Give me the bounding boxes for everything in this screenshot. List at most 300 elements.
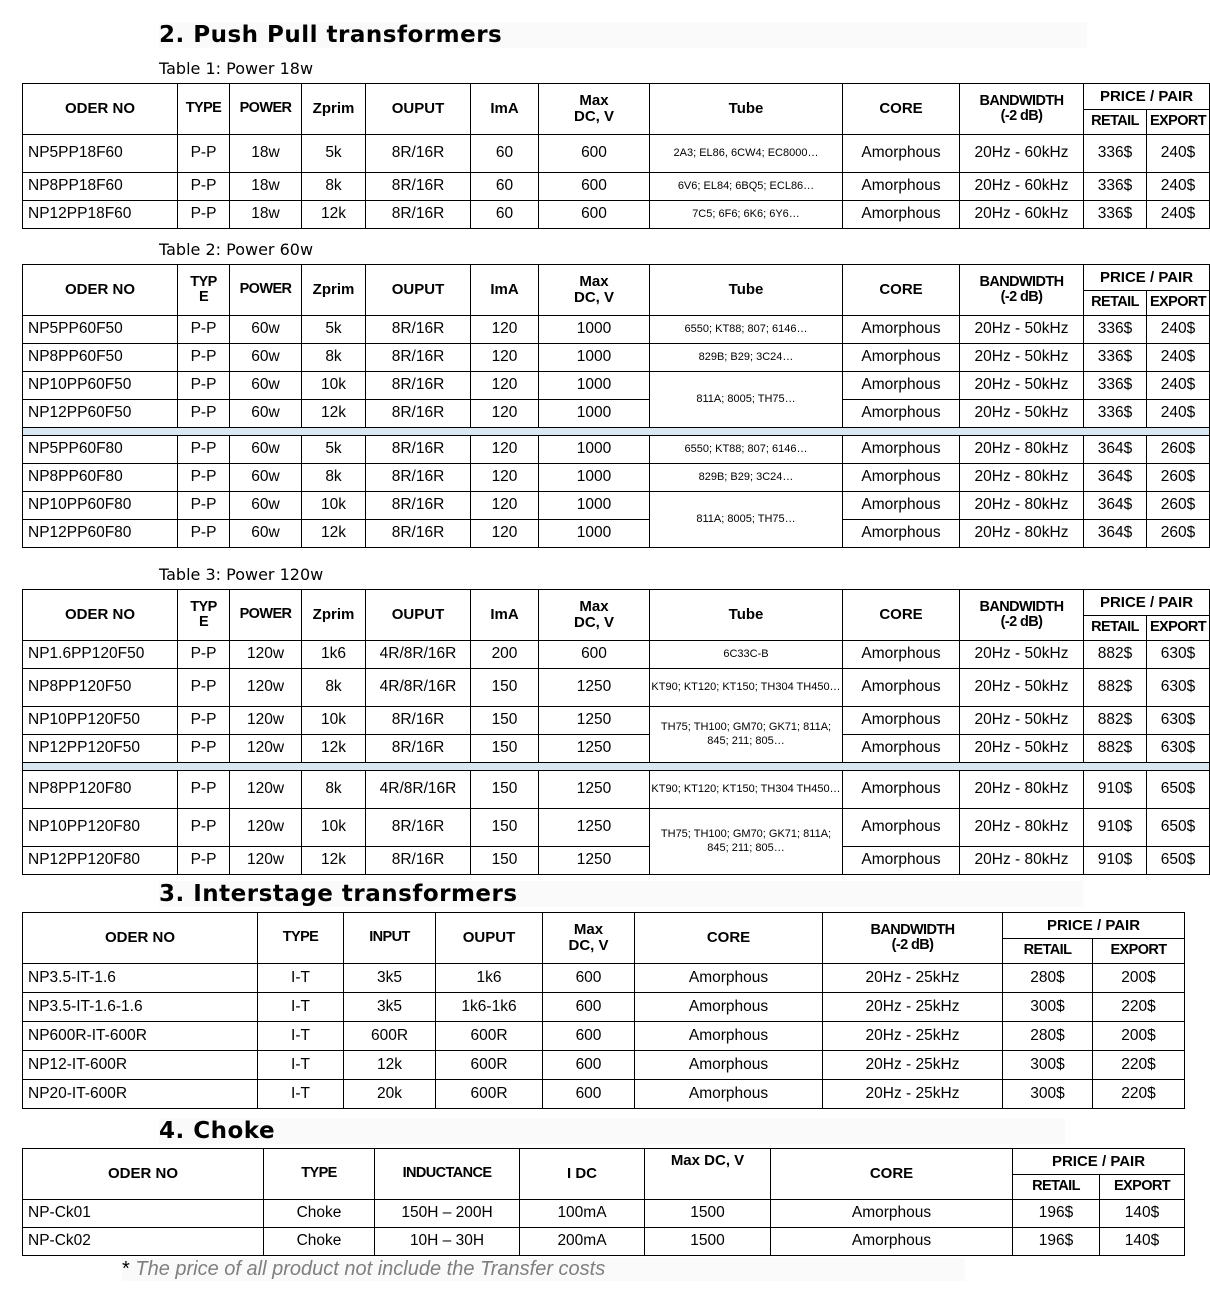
cell-tube: 6V6; EL84; 6BQ5; ECL86… bbox=[650, 173, 843, 201]
cell-type: P-P bbox=[178, 669, 230, 707]
cell-max-dc: 1500 bbox=[645, 1228, 771, 1256]
cell-order-no: NP-Ck02 bbox=[23, 1228, 264, 1256]
table-caption-2: Table 2: Power 60w bbox=[159, 240, 314, 259]
cell-core: Amorphous bbox=[843, 436, 960, 464]
cell-core: Amorphous bbox=[843, 173, 960, 201]
cell-order-no: NP20-IT-600R bbox=[23, 1080, 258, 1109]
col-header-retail: RETAIL bbox=[1084, 291, 1147, 316]
cell-price-retail: 910$ bbox=[1084, 847, 1147, 875]
col-header-order: ODER NO bbox=[23, 84, 178, 135]
cell-order-no: NP8PP120F80 bbox=[23, 771, 178, 809]
col-header-idc: I DC bbox=[520, 1149, 645, 1200]
col-header-power: POWER bbox=[230, 590, 302, 641]
cell-zprim: 10k bbox=[302, 707, 366, 735]
cell-max-dc: 1250 bbox=[539, 771, 650, 809]
cell-bandwidth: 20Hz - 25kHz bbox=[823, 1080, 1003, 1109]
col-header-type: TYPE bbox=[258, 913, 344, 964]
cell-output: 8R/16R bbox=[366, 316, 471, 344]
cell-tube: 811A; 8005; TH75… bbox=[650, 372, 843, 428]
cell-ima: 120 bbox=[471, 436, 539, 464]
col-header-price: PRICE / PAIR bbox=[1084, 590, 1210, 616]
cell-output: 8R/16R bbox=[366, 372, 471, 400]
interstage-table bbox=[22, 912, 1185, 1109]
table-caption-3: Table 3: Power 120w bbox=[159, 565, 324, 584]
cell-ima: 120 bbox=[471, 400, 539, 428]
cell-core: Amorphous bbox=[635, 1051, 823, 1080]
cell-power: 120w bbox=[230, 641, 302, 669]
cell-bandwidth: 20Hz - 25kHz bbox=[823, 964, 1003, 993]
cell-price-retail: 300$ bbox=[1003, 1080, 1093, 1109]
cell-core: Amorphous bbox=[843, 707, 960, 735]
cell-zprim: 8k bbox=[302, 344, 366, 372]
cell-price-retail: 336$ bbox=[1084, 316, 1147, 344]
cell-price-export: 240$ bbox=[1147, 201, 1210, 229]
col-header-price: PRICE / PAIR bbox=[1003, 913, 1185, 939]
cell-max-dc: 1250 bbox=[539, 669, 650, 707]
cell-output: 8R/16R bbox=[366, 735, 471, 763]
cell-output: 8R/16R bbox=[366, 464, 471, 492]
cell-price-export: 240$ bbox=[1147, 400, 1210, 428]
cell-price-export: 630$ bbox=[1147, 669, 1210, 707]
col-header-ima: ImA bbox=[471, 590, 539, 641]
power-18w-table bbox=[22, 83, 1210, 229]
table-row bbox=[23, 1080, 1185, 1109]
cell-bandwidth: 20Hz - 25kHz bbox=[823, 993, 1003, 1022]
cell-tube: 811A; 8005; TH75… bbox=[650, 492, 843, 548]
cell-order-no: NP10PP120F50 bbox=[23, 707, 178, 735]
cell-ima: 60 bbox=[471, 173, 539, 201]
cell-core: Amorphous bbox=[843, 520, 960, 548]
cell-power: 60w bbox=[230, 372, 302, 400]
cell-price-export: 140$ bbox=[1100, 1228, 1185, 1256]
cell-type: I-T bbox=[258, 993, 344, 1022]
cell-price-export: 240$ bbox=[1147, 316, 1210, 344]
cell-price-retail: 882$ bbox=[1084, 707, 1147, 735]
col-header-bandwidth: BANDWIDTH (-2 dB) bbox=[960, 84, 1084, 135]
col-header-order: ODER NO bbox=[23, 913, 258, 964]
col-header-order: ODER NO bbox=[23, 1149, 264, 1200]
cell-price-retail: 280$ bbox=[1003, 964, 1093, 993]
cell-core: Amorphous bbox=[635, 1022, 823, 1051]
col-header-bandwidth: BANDWIDTH (-2 dB) bbox=[823, 913, 1003, 964]
cell-input: 12k bbox=[344, 1051, 436, 1080]
cell-power: 18w bbox=[230, 201, 302, 229]
cell-ima: 120 bbox=[471, 344, 539, 372]
col-header-power: POWER bbox=[230, 84, 302, 135]
cell-output: 1k6 bbox=[436, 964, 543, 993]
cell-price-export: 630$ bbox=[1147, 735, 1210, 763]
cell-zprim: 5k bbox=[302, 436, 366, 464]
cell-bandwidth: 20Hz - 80kHz bbox=[960, 464, 1084, 492]
cell-core: Amorphous bbox=[843, 400, 960, 428]
cell-price-retail: 910$ bbox=[1084, 809, 1147, 847]
col-header-export: EXPORT bbox=[1100, 1175, 1185, 1200]
cell-max-dc: 600 bbox=[543, 964, 635, 993]
cell-zprim: 8k bbox=[302, 771, 366, 809]
cell-max-dc: 600 bbox=[543, 1051, 635, 1080]
col-header-type: TYPE bbox=[178, 84, 230, 135]
choke-table bbox=[22, 1148, 1185, 1256]
cell-zprim: 10k bbox=[302, 809, 366, 847]
cell-power: 120w bbox=[230, 707, 302, 735]
col-header-zprim: Zprim bbox=[302, 84, 366, 135]
cell-order-no: NP10PP60F80 bbox=[23, 492, 178, 520]
cell-core: Amorphous bbox=[843, 464, 960, 492]
cell-type: P-P bbox=[178, 400, 230, 428]
col-header-retail: RETAIL bbox=[1013, 1175, 1100, 1200]
cell-max-dc: 1000 bbox=[539, 520, 650, 548]
table-row bbox=[23, 400, 1210, 428]
cell-ima: 150 bbox=[471, 707, 539, 735]
cell-order-no: NP12PP120F50 bbox=[23, 735, 178, 763]
cell-price-retail: 280$ bbox=[1003, 1022, 1093, 1051]
col-header-retail: RETAIL bbox=[1084, 616, 1147, 641]
cell-price-export: 650$ bbox=[1147, 771, 1210, 809]
cell-ima: 200 bbox=[471, 641, 539, 669]
cell-order-no: NP12PP60F80 bbox=[23, 520, 178, 548]
cell-core: Amorphous bbox=[635, 1080, 823, 1109]
cell-power: 60w bbox=[230, 436, 302, 464]
cell-price-retail: 882$ bbox=[1084, 735, 1147, 763]
cell-bandwidth: 20Hz - 50kHz bbox=[960, 316, 1084, 344]
cell-type: P-P bbox=[178, 809, 230, 847]
cell-price-export: 260$ bbox=[1147, 520, 1210, 548]
cell-output: 8R/16R bbox=[366, 201, 471, 229]
cell-power: 60w bbox=[230, 520, 302, 548]
cell-power: 120w bbox=[230, 735, 302, 763]
cell-power: 60w bbox=[230, 344, 302, 372]
cell-ima: 150 bbox=[471, 771, 539, 809]
cell-output: 4R/8R/16R bbox=[366, 771, 471, 809]
col-header-type: TYP E bbox=[178, 265, 230, 316]
table-row bbox=[23, 436, 1210, 464]
cell-ima: 120 bbox=[471, 492, 539, 520]
cell-output: 600R bbox=[436, 1080, 543, 1109]
table-row bbox=[23, 641, 1210, 669]
cell-price-retail: 364$ bbox=[1084, 520, 1147, 548]
cell-output: 8R/16R bbox=[366, 809, 471, 847]
cell-output: 4R/8R/16R bbox=[366, 669, 471, 707]
cell-output: 8R/16R bbox=[366, 135, 471, 173]
cell-price-retail: 364$ bbox=[1084, 436, 1147, 464]
cell-bandwidth: 20Hz - 50kHz bbox=[960, 400, 1084, 428]
cell-type: P-P bbox=[178, 464, 230, 492]
col-header-max-dc: Max DC, V bbox=[539, 265, 650, 316]
cell-type: P-P bbox=[178, 520, 230, 548]
col-header-type: TYP E bbox=[178, 590, 230, 641]
cell-ima: 120 bbox=[471, 520, 539, 548]
col-header-output: OUPUT bbox=[436, 913, 543, 964]
cell-core: Amorphous bbox=[843, 135, 960, 173]
cell-tube: 829B; B29; 3C24… bbox=[650, 344, 843, 372]
cell-price-export: 220$ bbox=[1093, 1080, 1185, 1109]
cell-zprim: 12k bbox=[302, 735, 366, 763]
cell-order-no: NP3.5-IT-1.6-1.6 bbox=[23, 993, 258, 1022]
table-row bbox=[23, 1022, 1185, 1051]
cell-price-retail: 336$ bbox=[1084, 135, 1147, 173]
cell-price-retail: 336$ bbox=[1084, 201, 1147, 229]
col-header-retail: RETAIL bbox=[1084, 110, 1147, 135]
col-header-order: ODER NO bbox=[23, 590, 178, 641]
cell-max-dc: 600 bbox=[543, 1080, 635, 1109]
cell-price-export: 220$ bbox=[1093, 1051, 1185, 1080]
col-header-output: OUPUT bbox=[366, 590, 471, 641]
table-row bbox=[23, 809, 1210, 847]
cell-price-export: 650$ bbox=[1147, 809, 1210, 847]
cell-bandwidth: 20Hz - 50kHz bbox=[960, 707, 1084, 735]
cell-core: Amorphous bbox=[635, 993, 823, 1022]
col-header-max-dc: Max DC, V bbox=[539, 590, 650, 641]
cell-idc: 200mA bbox=[520, 1228, 645, 1256]
cell-price-retail: 910$ bbox=[1084, 771, 1147, 809]
cell-order-no: NP12PP120F80 bbox=[23, 847, 178, 875]
cell-tube: 2A3; EL86, 6CW4; EC8000… bbox=[650, 135, 843, 173]
col-header-export: EXPORT bbox=[1147, 110, 1210, 135]
cell-tube: 829B; B29; 3C24… bbox=[650, 464, 843, 492]
cell-price-export: 240$ bbox=[1147, 372, 1210, 400]
cell-type: P-P bbox=[178, 771, 230, 809]
cell-power: 120w bbox=[230, 669, 302, 707]
table-row bbox=[23, 492, 1210, 520]
cell-price-retail: 882$ bbox=[1084, 641, 1147, 669]
cell-power: 60w bbox=[230, 316, 302, 344]
cell-zprim: 8k bbox=[302, 464, 366, 492]
cell-zprim: 5k bbox=[302, 135, 366, 173]
cell-power: 120w bbox=[230, 847, 302, 875]
col-header-zprim: Zprim bbox=[302, 590, 366, 641]
col-header-price: PRICE / PAIR bbox=[1013, 1149, 1185, 1175]
cell-bandwidth: 20Hz - 80kHz bbox=[960, 771, 1084, 809]
table-row bbox=[23, 735, 1210, 763]
table-row bbox=[23, 520, 1210, 548]
cell-core: Amorphous bbox=[843, 316, 960, 344]
cell-core: Amorphous bbox=[843, 771, 960, 809]
cell-power: 60w bbox=[230, 464, 302, 492]
cell-max-dc: 1000 bbox=[539, 464, 650, 492]
cell-max-dc: 600 bbox=[539, 173, 650, 201]
cell-price-retail: 336$ bbox=[1084, 173, 1147, 201]
cell-bandwidth: 20Hz - 50kHz bbox=[960, 344, 1084, 372]
cell-zprim: 12k bbox=[302, 400, 366, 428]
cell-max-dc: 1000 bbox=[539, 400, 650, 428]
cell-max-dc: 1250 bbox=[539, 847, 650, 875]
cell-ima: 150 bbox=[471, 669, 539, 707]
table-row bbox=[23, 993, 1185, 1022]
cell-price-retail: 364$ bbox=[1084, 464, 1147, 492]
cell-power: 18w bbox=[230, 173, 302, 201]
cell-output: 600R bbox=[436, 1022, 543, 1051]
cell-price-retail: 196$ bbox=[1013, 1200, 1100, 1228]
cell-output: 8R/16R bbox=[366, 520, 471, 548]
power-120w-table bbox=[22, 589, 1210, 875]
col-header-export: EXPORT bbox=[1093, 939, 1185, 964]
cell-order-no: NP3.5-IT-1.6 bbox=[23, 964, 258, 993]
cell-type: I-T bbox=[258, 1022, 344, 1051]
cell-max-dc: 600 bbox=[543, 1022, 635, 1051]
cell-order-no: NP10PP60F50 bbox=[23, 372, 178, 400]
cell-type: Choke bbox=[264, 1228, 375, 1256]
cell-type: Choke bbox=[264, 1200, 375, 1228]
cell-order-no: NP600R-IT-600R bbox=[23, 1022, 258, 1051]
cell-type: P-P bbox=[178, 847, 230, 875]
cell-price-export: 240$ bbox=[1147, 344, 1210, 372]
cell-input: 20k bbox=[344, 1080, 436, 1109]
cell-bandwidth: 20Hz - 80kHz bbox=[960, 847, 1084, 875]
cell-max-dc: 1250 bbox=[539, 809, 650, 847]
cell-core: Amorphous bbox=[843, 809, 960, 847]
cell-bandwidth: 20Hz - 60kHz bbox=[960, 201, 1084, 229]
cell-bandwidth: 20Hz - 60kHz bbox=[960, 173, 1084, 201]
cell-bandwidth: 20Hz - 80kHz bbox=[960, 809, 1084, 847]
col-header-tube: Tube bbox=[650, 265, 843, 316]
col-header-tube: Tube bbox=[650, 590, 843, 641]
cell-max-dc: 600 bbox=[539, 135, 650, 173]
cell-price-retail: 196$ bbox=[1013, 1228, 1100, 1256]
table-row bbox=[23, 771, 1210, 809]
cell-order-no: NP12PP18F60 bbox=[23, 201, 178, 229]
cell-max-dc: 600 bbox=[539, 201, 650, 229]
cell-type: P-P bbox=[178, 735, 230, 763]
cell-input: 3k5 bbox=[344, 993, 436, 1022]
cell-price-retail: 364$ bbox=[1084, 492, 1147, 520]
cell-output: 8R/16R bbox=[366, 847, 471, 875]
cell-output: 8R/16R bbox=[366, 492, 471, 520]
cell-price-retail: 300$ bbox=[1003, 1051, 1093, 1080]
cell-output: 8R/16R bbox=[366, 436, 471, 464]
table-row bbox=[23, 847, 1210, 875]
cell-tube: 7C5; 6F6; 6K6; 6Y6… bbox=[650, 201, 843, 229]
col-header-max-dc: Max DC, V bbox=[645, 1149, 771, 1200]
cell-core: Amorphous bbox=[843, 735, 960, 763]
cell-bandwidth: 20Hz - 25kHz bbox=[823, 1022, 1003, 1051]
cell-max-dc: 1250 bbox=[539, 707, 650, 735]
col-header-export: EXPORT bbox=[1147, 291, 1210, 316]
col-header-max-dc: Max DC, V bbox=[543, 913, 635, 964]
cell-zprim: 12k bbox=[302, 520, 366, 548]
cell-core: Amorphous bbox=[843, 847, 960, 875]
cell-zprim: 12k bbox=[302, 201, 366, 229]
cell-inductance: 150H – 200H bbox=[375, 1200, 520, 1228]
table-row bbox=[23, 1228, 1185, 1256]
cell-zprim: 10k bbox=[302, 372, 366, 400]
cell-price-export: 140$ bbox=[1100, 1200, 1185, 1228]
cell-output: 8R/16R bbox=[366, 173, 471, 201]
cell-type: P-P bbox=[178, 201, 230, 229]
cell-price-export: 650$ bbox=[1147, 847, 1210, 875]
cell-tube: KT90; KT120; KT150; TH304 TH450… bbox=[650, 669, 843, 707]
col-header-output: OUPUT bbox=[366, 84, 471, 135]
col-header-price: PRICE / PAIR bbox=[1084, 265, 1210, 291]
cell-price-export: 260$ bbox=[1147, 492, 1210, 520]
cell-type: I-T bbox=[258, 1051, 344, 1080]
cell-price-retail: 336$ bbox=[1084, 372, 1147, 400]
cell-max-dc: 600 bbox=[539, 641, 650, 669]
cell-max-dc: 1000 bbox=[539, 492, 650, 520]
footnote bbox=[122, 1258, 965, 1281]
cell-bandwidth: 20Hz - 80kHz bbox=[960, 436, 1084, 464]
col-header-price: PRICE / PAIR bbox=[1084, 84, 1210, 110]
cell-tube: KT90; KT120; KT150; TH304 TH450… bbox=[650, 771, 843, 809]
cell-output: 8R/16R bbox=[366, 344, 471, 372]
cell-tube: TH75; TH100; GM70; GK71; 811A; 845; 211; 805… bbox=[650, 809, 843, 875]
col-header-ima: ImA bbox=[471, 84, 539, 135]
cell-output: 8R/16R bbox=[366, 400, 471, 428]
cell-core: Amorphous bbox=[843, 669, 960, 707]
cell-bandwidth: 20Hz - 50kHz bbox=[960, 669, 1084, 707]
col-header-core: CORE bbox=[843, 590, 960, 641]
cell-core: Amorphous bbox=[843, 492, 960, 520]
table-row bbox=[23, 173, 1210, 201]
table-row bbox=[23, 372, 1210, 400]
cell-type: P-P bbox=[178, 135, 230, 173]
cell-zprim: 5k bbox=[302, 316, 366, 344]
cell-tube: TH75; TH100; GM70; GK71; 811A; 845; 211; 805… bbox=[650, 707, 843, 763]
cell-bandwidth: 20Hz - 50kHz bbox=[960, 372, 1084, 400]
table-row bbox=[23, 1200, 1185, 1228]
cell-order-no: NP12PP60F50 bbox=[23, 400, 178, 428]
group-separator bbox=[23, 763, 1210, 771]
cell-ima: 60 bbox=[471, 135, 539, 173]
cell-type: P-P bbox=[178, 492, 230, 520]
cell-price-retail: 336$ bbox=[1084, 344, 1147, 372]
table-row bbox=[23, 964, 1185, 993]
cell-type: P-P bbox=[178, 173, 230, 201]
cell-bandwidth: 20Hz - 80kHz bbox=[960, 492, 1084, 520]
section-title-interstage: 3. Interstage transformers bbox=[159, 881, 1083, 907]
col-header-type: TYPE bbox=[264, 1149, 375, 1200]
cell-ima: 150 bbox=[471, 847, 539, 875]
cell-order-no: NP12-IT-600R bbox=[23, 1051, 258, 1080]
cell-ima: 150 bbox=[471, 735, 539, 763]
col-header-bandwidth: BANDWIDTH (-2 dB) bbox=[960, 590, 1084, 641]
cell-output: 8R/16R bbox=[366, 707, 471, 735]
cell-input: 600R bbox=[344, 1022, 436, 1051]
cell-max-dc: 1000 bbox=[539, 344, 650, 372]
cell-type: P-P bbox=[178, 436, 230, 464]
cell-type: P-P bbox=[178, 344, 230, 372]
table-row bbox=[23, 1051, 1185, 1080]
table-row bbox=[23, 464, 1210, 492]
cell-idc: 100mA bbox=[520, 1200, 645, 1228]
cell-bandwidth: 20Hz - 80kHz bbox=[960, 520, 1084, 548]
group-separator bbox=[23, 428, 1210, 436]
cell-core: Amorphous bbox=[843, 344, 960, 372]
cell-order-no: NP1.6PP120F50 bbox=[23, 641, 178, 669]
cell-price-export: 200$ bbox=[1093, 964, 1185, 993]
col-header-retail: RETAIL bbox=[1003, 939, 1093, 964]
table-row bbox=[23, 316, 1210, 344]
cell-order-no: NP8PP60F80 bbox=[23, 464, 178, 492]
cell-zprim: 8k bbox=[302, 173, 366, 201]
power-60w-table bbox=[22, 264, 1210, 548]
cell-price-export: 200$ bbox=[1093, 1022, 1185, 1051]
cell-price-export: 220$ bbox=[1093, 993, 1185, 1022]
cell-bandwidth: 20Hz - 50kHz bbox=[960, 735, 1084, 763]
cell-order-no: NP10PP120F80 bbox=[23, 809, 178, 847]
cell-bandwidth: 20Hz - 25kHz bbox=[823, 1051, 1003, 1080]
cell-order-no: NP8PP18F60 bbox=[23, 173, 178, 201]
cell-price-export: 240$ bbox=[1147, 135, 1210, 173]
cell-type: I-T bbox=[258, 964, 344, 993]
cell-price-export: 240$ bbox=[1147, 173, 1210, 201]
cell-max-dc: 600 bbox=[543, 993, 635, 1022]
cell-order-no: NP-Ck01 bbox=[23, 1200, 264, 1228]
col-header-bandwidth: BANDWIDTH (-2 dB) bbox=[960, 265, 1084, 316]
footnote-star: * bbox=[122, 1258, 130, 1280]
cell-type: I-T bbox=[258, 1080, 344, 1109]
col-header-max-dc: Max DC, V bbox=[539, 84, 650, 135]
cell-inductance: 10H – 30H bbox=[375, 1228, 520, 1256]
